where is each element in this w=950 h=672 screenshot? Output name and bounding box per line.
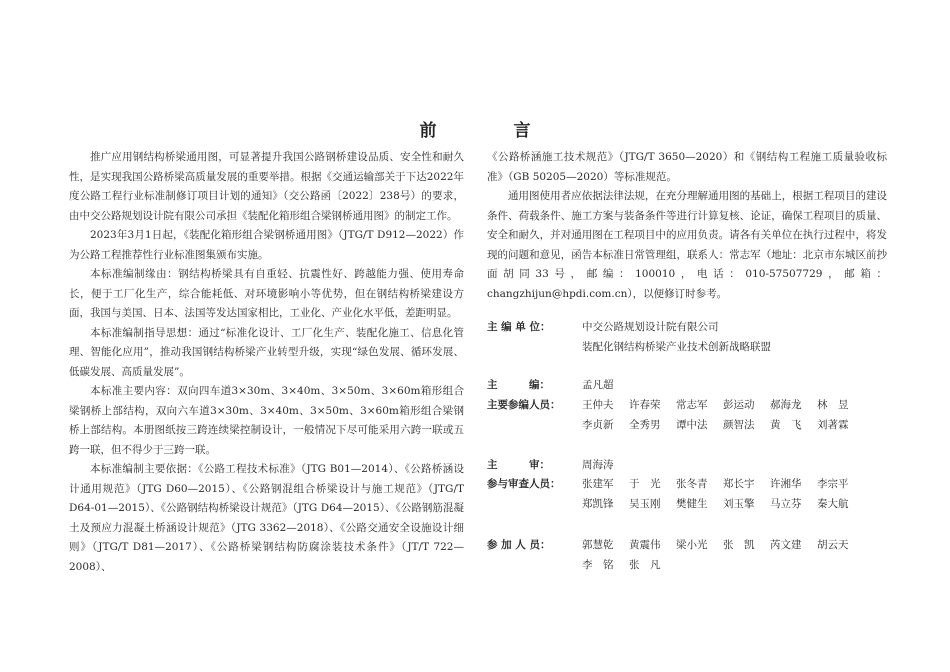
chief-editor-block <box>487 376 887 396</box>
participants-block <box>487 536 887 575</box>
person-name: 樊健生 <box>676 497 708 510</box>
person-name: 颜智法 <box>723 418 755 431</box>
person-name: 常志军 <box>676 399 708 411</box>
paragraph: 本标准编制主要依据：《公路工程技术标准》（JTG B01—2014）、《公路桥涵设计通用规范》（JTG D60—2015）、《公路钢混组合桥梁设计与施工规范》（JTG/T D64-01—2015）、《公路钢结构桥梁设计规范》（JTG D64—2015）、《公路钢筋混凝土及预应力混凝土桥涵设计规范》（JTG 3362—2018）、《公路交通安全设施设计细则》（JTG/T D81—2017）、《公路桥梁钢结构防腐涂装技术条件》（JT/T 722—2008）、 <box>69 463 464 573</box>
person-name: 谭中法 <box>676 418 708 431</box>
person-name: 张建军 <box>582 478 614 490</box>
person-name: 许湘华 <box>770 478 802 490</box>
person-name: 黄震伟 <box>629 539 661 551</box>
paragraph: 《公路桥涵施工技术规范》（JTG/T 3650—2020）和《钢结构工程施工质量验收标准》（GB 50205—2020）等标准规范。 <box>487 151 887 183</box>
paragraph: 推广应用钢结构桥梁通用图，可显著提升我国公路钢桥建设品质、安全性和耐久性，是实现我国公路桥梁高质量发展的重要举措。根据《交通运输部关于下达2022年度公路工程行业标准制修订项目计划的通知》（交公路函〔2022〕238号）的要求，由中交公路规划设计院有限公司承担《装配化箱形组合梁钢桥通用图》的制定工作。 <box>69 151 464 222</box>
person-name: 刘著霖 <box>817 418 849 431</box>
person-name: 芮文建 <box>770 539 802 551</box>
person-name: 许春荣 <box>629 399 661 411</box>
main-drafters-block <box>487 396 887 435</box>
person-name: 周海涛 <box>582 459 614 471</box>
person-name: 李宗平 <box>817 478 849 490</box>
left-column <box>69 148 464 577</box>
main-drafters-label: 主要参编人员： <box>487 399 561 411</box>
person-name: 刘玉擎 <box>723 497 755 510</box>
person-name: 林 昱 <box>817 399 849 411</box>
person-name: 孟凡超 <box>582 379 614 391</box>
editor-org: 装配化钢结构桥梁产业技术创新战略联盟 <box>582 340 771 353</box>
person-name: 秦大航 <box>817 497 849 510</box>
person-name: 黄 飞 <box>770 418 802 431</box>
person-name: 马立芬 <box>770 497 802 510</box>
chief-reviewer-label: 主 审： <box>487 459 550 471</box>
reviewers-block <box>487 475 887 514</box>
editor-unit-block <box>487 318 887 357</box>
person-name: 张 凡 <box>629 558 661 571</box>
participants-label: 参 加 人 员： <box>487 539 551 551</box>
person-name: 郑凯锋 <box>582 497 614 510</box>
chief-editor-label: 主 编： <box>487 379 550 391</box>
reviewers-label: 参与审查人员： <box>487 478 561 490</box>
person-name: 于 光 <box>629 478 661 490</box>
paragraph: 本标准编制指导思想：通过“标准化设计、工厂化生产、装配化施工、信息化管理、智能化应用”，推动我国钢结构桥梁产业转型升级，实现“绿色发展、循环发展、低碳发展、高质量发展”。 <box>69 326 464 378</box>
person-name: 李贞新 <box>582 418 614 431</box>
editor-org: 中交公路规划设计院有限公司 <box>582 321 719 333</box>
paragraph: 通用图使用者应依据法律法规，在充分理解通用图的基础上，根据工程项目的建设条件、荷载条件、施工方案与装备条件等进行计算复核、论证，确保工程项目的质量、安全和耐久，并对通用图在工程项目中的应用负责。请各有关单位在执行过程中，将发现的问题和意见，函告本标准日常管理组，联系人：常志军（地址：北京市东城区前抄面胡同33号，邮编：100010，电话：010-57507729，邮箱：changzhijun@hpdi.com.cn），以便修订时参考。 <box>487 190 887 300</box>
chief-reviewer-block <box>487 456 887 476</box>
paragraph: 2023年3月1日起，《装配化箱形组合梁钢桥通用图》（JTG/T D912—2022）作为公路工程推荐性行业标准图集颁布实施。 <box>69 229 464 261</box>
person-name: 郑长宇 <box>723 478 755 490</box>
person-name: 张冬青 <box>676 478 708 490</box>
person-name: 吴玉刚 <box>629 497 661 510</box>
person-name: 张 凯 <box>723 539 755 551</box>
page-title: 前 言 <box>419 121 561 141</box>
paragraph: 本标准主要内容：双向四车道3×30m、3×40m、3×50m、3×60m箱形组合梁钢桥上部结构，双向六车道3×30m、3×40m、3×50m、3×60m箱形组合梁钢桥上部结构。本册图纸按三跨连续梁控制设计，一般情况下尽可能采用六跨一联或五跨一联，但不得少于三跨一联。 <box>69 385 464 456</box>
person-name: 胡云天 <box>817 539 849 551</box>
person-name: 郭慧乾 <box>582 539 614 551</box>
person-name: 王仲夫 <box>582 399 614 411</box>
paragraph: 本标准编制缘由：钢结构桥梁具有自重轻、抗震性好、跨越能力强、使用寿命长，便于工厂化生产，综合能耗低、对环境影响小等优势，但在钢结构桥梁建设方面，我国与美国、日本、法国等发达国家相比，工业化、产业化水平低，差距明显。 <box>69 268 464 319</box>
right-column <box>487 148 887 304</box>
person-name: 李 铭 <box>582 558 614 571</box>
person-name: 彭运动 <box>723 399 755 411</box>
person-name: 郝海龙 <box>770 399 802 411</box>
person-name: 全秀男 <box>629 418 661 431</box>
person-name: 梁小光 <box>676 539 708 551</box>
editor-unit-label: 主 编 单 位： <box>487 321 551 333</box>
